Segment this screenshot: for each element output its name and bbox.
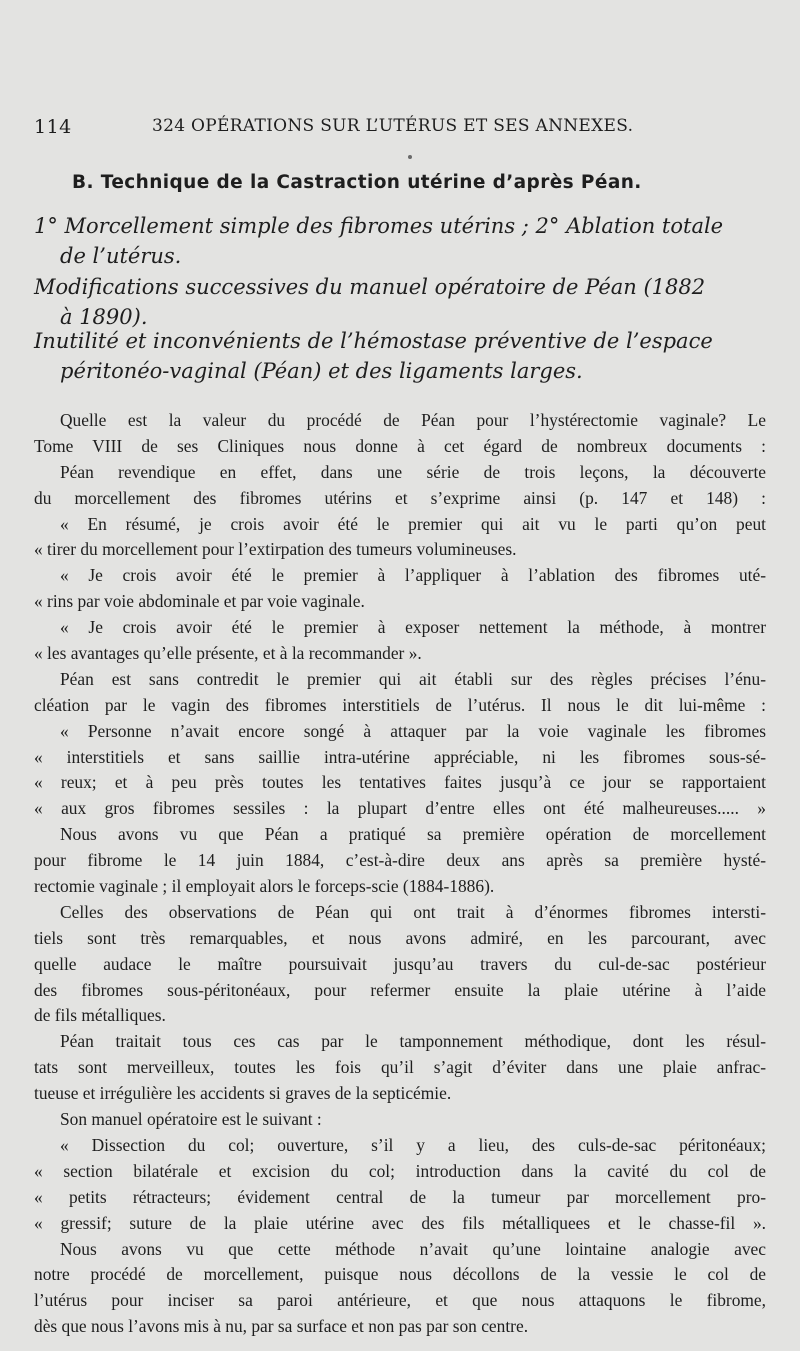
text-line: cléation par le vagin des fibromes interstitiels de l’utérus. Il nous le dit lui-même : [34, 694, 766, 715]
running-header [34, 116, 774, 142]
text-line: tats sont merveilleux, toutes les fois qu’il s’agit d’éviter dans une plaie anfrac- [34, 1057, 766, 1078]
text-line: Celles des observations de Péan qui ont trait à d’énormes fibromes intersti- [60, 901, 766, 922]
text-line: quelle audace le maître poursuivait jusqu’au travers du cul-de-sac postérieur [34, 953, 766, 974]
quote-line: « Personne n’avait encore songé à attaquer par la voie vaginale les fibromes [60, 720, 766, 741]
text-line: tiels sont très remarquables, et nous avons admiré, en les parcourant, avec [34, 927, 766, 948]
subtitle-line: de l’utérus. [60, 244, 182, 268]
quote-line: « Dissection du col; ouverture, s’il y a lieu, des culs-de-sac péritonéaux; [60, 1134, 766, 1155]
body-text [34, 408, 766, 1340]
subtitle-line: à 1890). [60, 305, 148, 329]
ink-dot [408, 155, 412, 159]
quote-line: « tirer du morcellement pour l’extirpation des tumeurs volumineuses. [34, 539, 517, 560]
text-line: pour fibrome le 14 juin 1884, c’est-à-dire deux ans après sa première hysté- [34, 850, 766, 871]
text-line: dès que nous l’avons mis à nu, par sa surface et non pas par son centre. [34, 1316, 529, 1337]
text-line: notre procédé de morcellement, puisque nous décollons de la vessie le col de [34, 1264, 766, 1285]
text-line: Péan traitait tous ces cas par le tamponnement méthodique, dont les résul- [60, 1031, 766, 1052]
running-title: 324 OPÉRATIONS SUR L’UTÉRUS ET SES ANNEXES. [152, 116, 634, 136]
quote-line: « les avantages qu’elle présente, et à la recommander ». [34, 643, 422, 664]
subtitle-line: 1° Morcellement simple des fibromes utérins ; 2° Ablation totale [34, 214, 724, 238]
page-number: 114 [34, 116, 72, 138]
text-line: Quelle est la valeur du procédé de Péan pour l’hystérectomie vaginale? Le [60, 410, 766, 430]
text-line: Péan revendique en effet, dans une série de trois leçons, la découverte [60, 461, 766, 482]
text-line: des fibromes sous-péritonéaux, pour refermer ensuite la plaie utérine à l’aide [34, 979, 766, 1000]
subtitle-line: péritonéo-vaginal (Péan) et des ligaments larges. [60, 359, 583, 383]
quote-line: « reux; et à peu près toutes les tentatives faites jusqu’à ce jour se rapportaient [34, 772, 766, 793]
quote-line: « Je crois avoir été le premier à l’appliquer à l’ablation des fibromes uté- [60, 565, 766, 586]
quote-line: « aux gros fibromes sessiles : la plupart d’entre elles ont été malheureuses..... » [34, 798, 766, 819]
subtitle-line: Inutilité et inconvénients de l’hémostase préventive de l’espace [34, 329, 713, 353]
subtitle-line: Modifications successives du manuel opératoire de Péan (1882 [34, 275, 706, 299]
text-line: du morcellement des fibromes utérins et s’exprime ainsi (p. 147 et 148) : [34, 487, 766, 508]
text-line: rectomie vaginale ; il employait alors le forceps-scie (1884-1886). [34, 876, 495, 897]
text-line: Son manuel opératoire est le suivant : [60, 1109, 322, 1130]
quote-line: « gressif; suture de la plaie utérine avec des fils métalliquees et le chasse-fil ». [34, 1212, 766, 1233]
text-line: de fils métalliques. [34, 1005, 166, 1026]
text-line: tueuse et irrégulière les accidents si graves de la septicémie. [34, 1083, 452, 1104]
text-line: Tome VIII de ses Cliniques nous donne à cet égard de nombreux documents : [34, 435, 766, 456]
text-line: l’utérus pour inciser sa paroi antérieure, et que nous attaquons le fibrome, [34, 1290, 766, 1311]
quote-line: « interstitiels et sans saillie intra-utérine appréciable, ni les fibromes sous-sé- [34, 746, 766, 767]
quote-line: « Je crois avoir été le premier à exposer nettement la méthode, à montrer [60, 617, 766, 638]
quote-line: « En résumé, je crois avoir été le premier qui ait vu le parti qu’on peut [60, 513, 766, 534]
quote-line: « rins par voie abdominale et par voie vaginale. [34, 591, 365, 612]
text-line: Nous avons vu que Péan a pratiqué sa première opération de morcellement [60, 824, 766, 845]
quote-line: « section bilatérale et excision du col; introduction dans la cavité du col de [34, 1160, 766, 1181]
text-line: Péan est sans contredit le premier qui ait établi sur des règles précises l’énu- [60, 668, 766, 689]
text-line: Nous avons vu que cette méthode n’avait qu’une lointaine analogie avec [60, 1238, 766, 1259]
section-title: B. Technique de la Castraction utérine d’après Péan. [72, 172, 642, 193]
quote-line: « petits rétracteurs; évidement central de la tumeur par morcellement pro- [34, 1186, 766, 1207]
